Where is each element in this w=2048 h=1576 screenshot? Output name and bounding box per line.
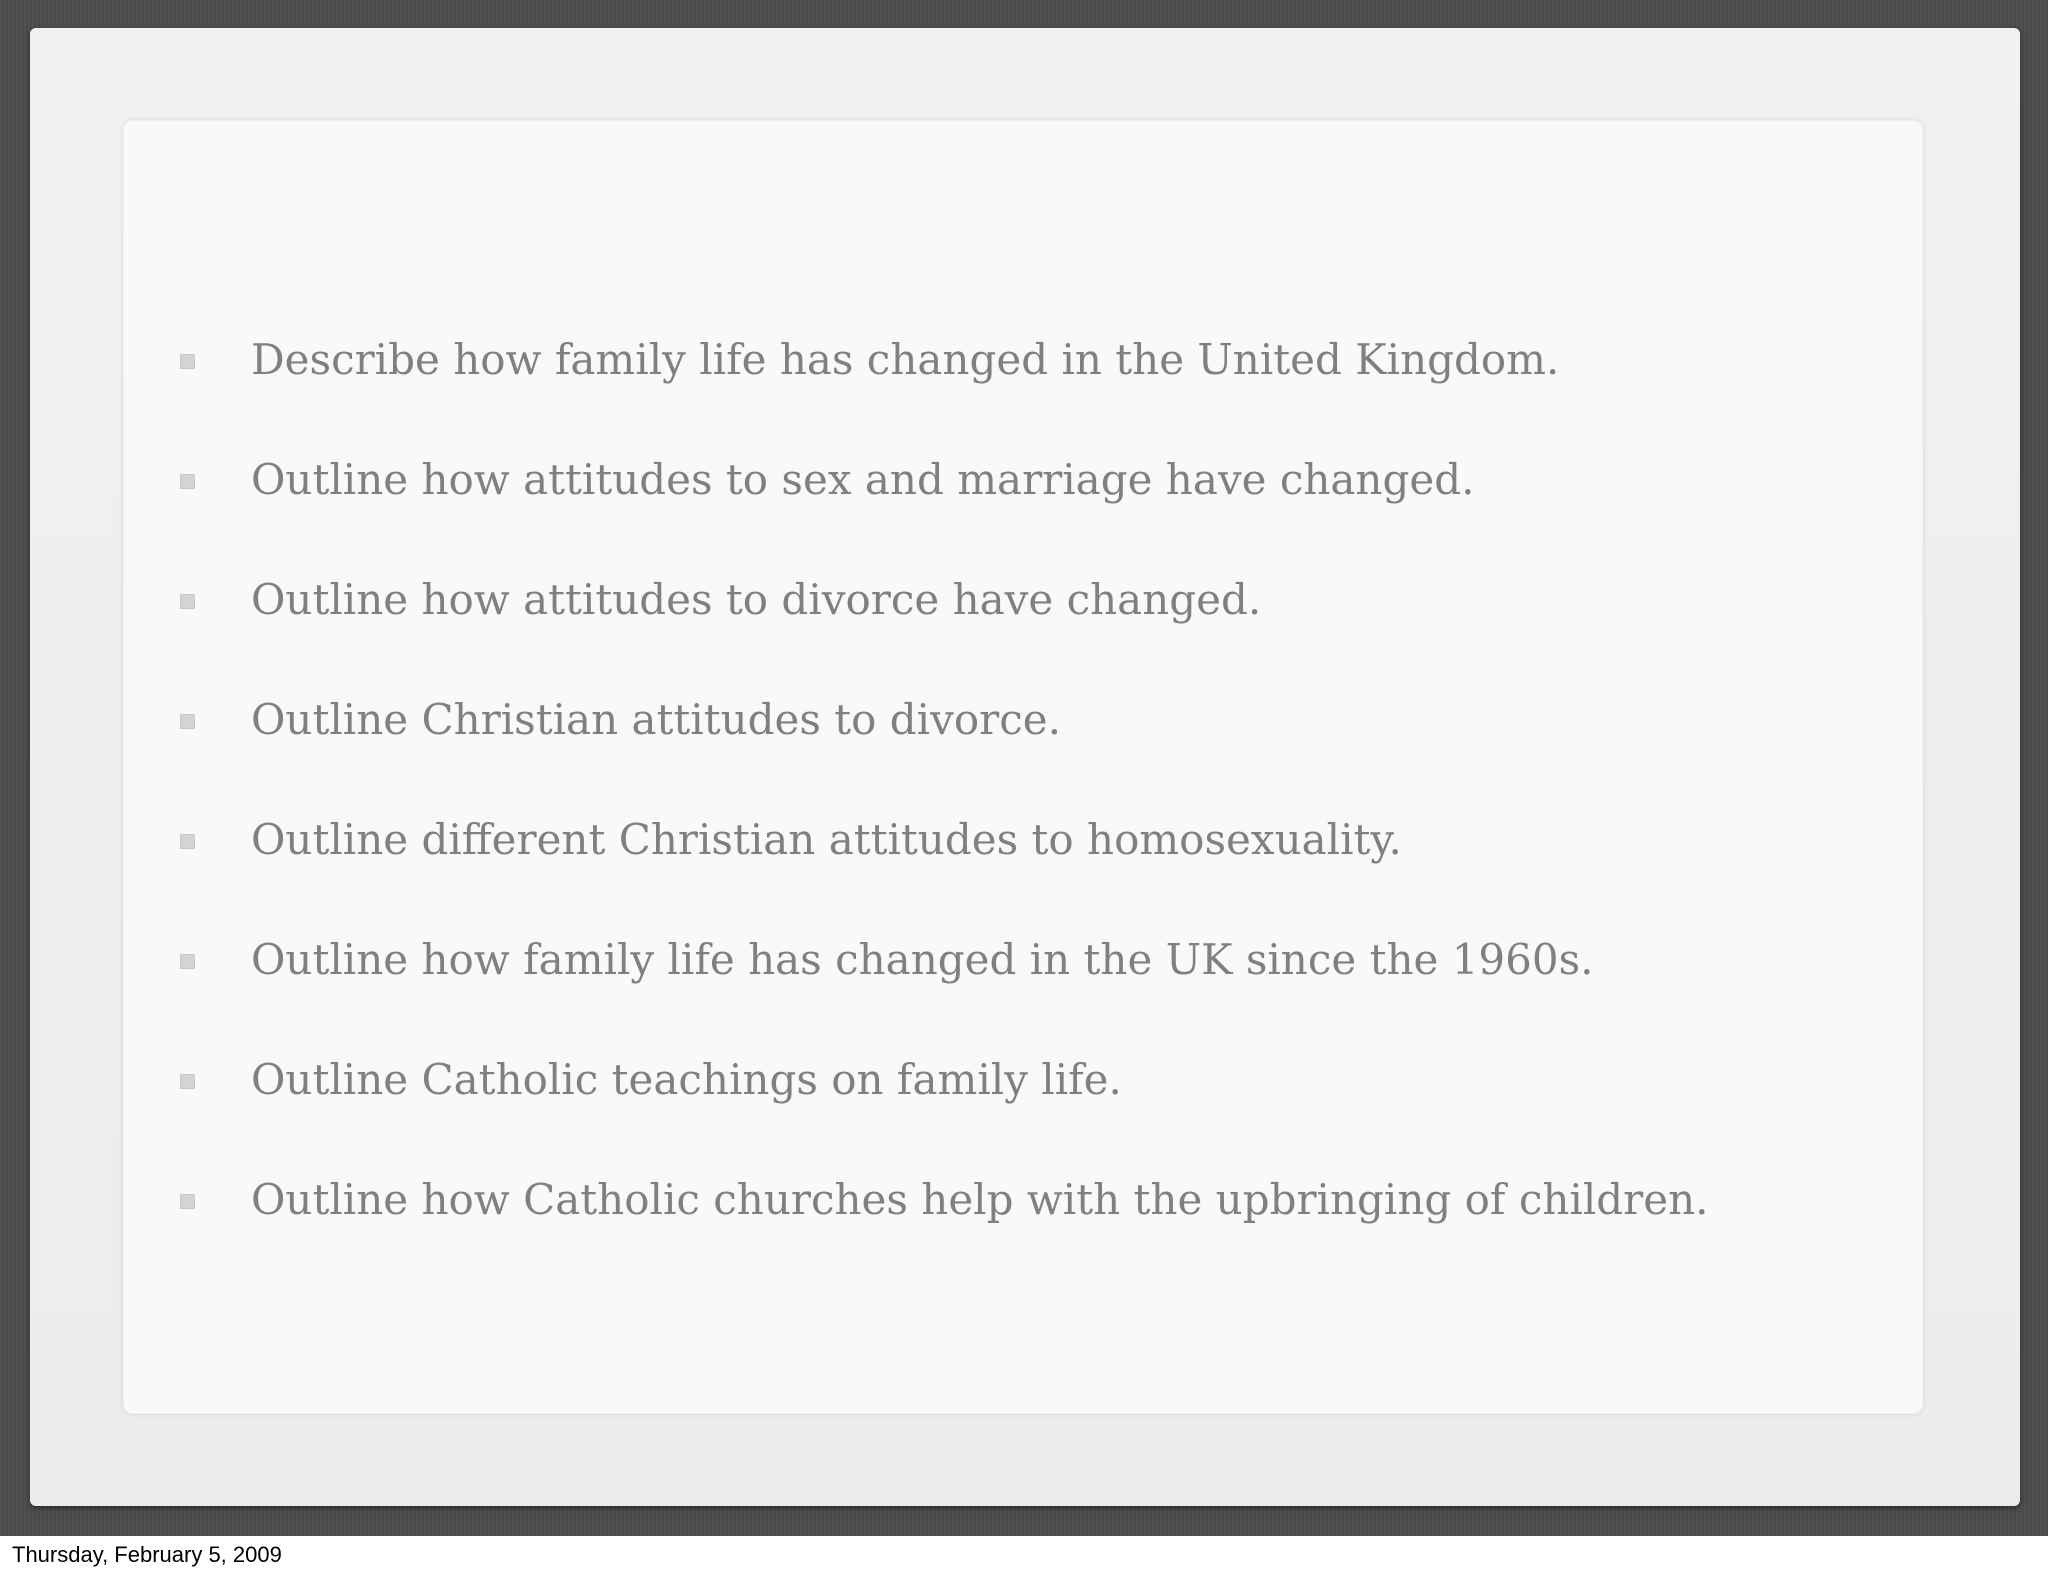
square-bullet-icon	[180, 954, 195, 969]
bullet-text: Describe how family life has changed in the United Kingdom.	[251, 335, 1560, 384]
square-bullet-icon	[180, 474, 195, 489]
square-bullet-icon	[180, 834, 195, 849]
footer-date: Thursday, February 5, 2009	[12, 1542, 282, 1567]
square-bullet-icon	[180, 714, 195, 729]
list-item	[123, 330, 1923, 450]
square-bullet-icon	[180, 354, 195, 369]
bullet-text: Outline Christian attitudes to divorce.	[251, 695, 1061, 744]
bullet-text: Outline Catholic teachings on family life.	[251, 1055, 1122, 1104]
slide	[30, 28, 2020, 1506]
list-item	[123, 1170, 1923, 1290]
bullet-text: Outline how family life has changed in the UK since the 1960s.	[251, 935, 1594, 984]
list-item	[123, 690, 1923, 810]
list-item	[123, 1050, 1923, 1170]
content-panel	[123, 120, 1923, 1414]
list-item	[123, 810, 1923, 930]
list-item	[123, 450, 1923, 570]
square-bullet-icon	[180, 594, 195, 609]
bullet-text: Outline different Christian attitudes to homosexuality.	[251, 815, 1402, 864]
square-bullet-icon	[180, 1074, 195, 1089]
list-item	[123, 570, 1923, 690]
list-item	[123, 930, 1923, 1050]
bullet-text: Outline how Catholic churches help with the upbringing of children.	[251, 1175, 1709, 1224]
bullet-text: Outline how attitudes to divorce have changed.	[251, 575, 1262, 624]
bullet-list	[123, 330, 1923, 1290]
square-bullet-icon	[180, 1194, 195, 1209]
bullet-text: Outline how attitudes to sex and marriage have changed.	[251, 455, 1475, 504]
